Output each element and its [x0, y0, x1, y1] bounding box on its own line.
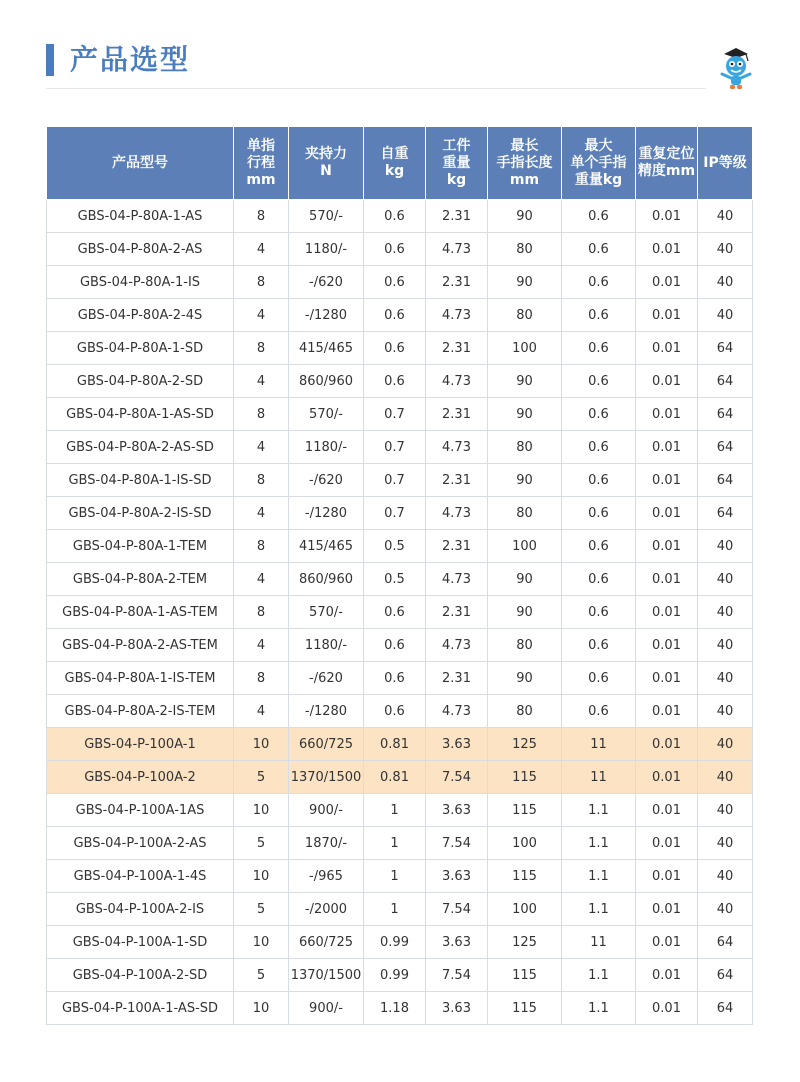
value-cell: 0.01 [636, 530, 698, 563]
value-cell: 0.7 [364, 464, 426, 497]
value-cell: 40 [698, 794, 753, 827]
column-header-line: 手指长度 [496, 154, 553, 171]
model-cell: GBS-04-P-80A-1-AS [47, 200, 234, 233]
value-cell: 80 [488, 431, 562, 464]
table-row [47, 332, 753, 365]
column-header-line: 最大 [584, 137, 613, 154]
model-cell: GBS-04-P-80A-1-TEM [47, 530, 234, 563]
value-cell: 40 [698, 695, 753, 728]
value-cell: 40 [698, 266, 753, 299]
value-cell: 115 [488, 794, 562, 827]
table-row [47, 563, 753, 596]
model-cell: GBS-04-P-100A-1 [47, 728, 234, 761]
column-header-line: 重复定位 [638, 146, 695, 162]
value-cell: 100 [488, 827, 562, 860]
model-cell: GBS-04-P-80A-1-AS-SD [47, 398, 234, 431]
column-header [234, 127, 289, 200]
value-cell: -/1280 [289, 299, 364, 332]
value-cell: 0.7 [364, 431, 426, 464]
value-cell: 1180/- [289, 431, 364, 464]
value-cell: 4.73 [426, 629, 488, 662]
value-cell: 10 [234, 860, 289, 893]
value-cell: -/620 [289, 662, 364, 695]
value-cell: 115 [488, 959, 562, 992]
value-cell: 7.54 [426, 893, 488, 926]
column-header-line: 自重 [380, 146, 409, 162]
model-cell: GBS-04-P-100A-1-SD [47, 926, 234, 959]
value-cell: 2.31 [426, 530, 488, 563]
value-cell: 40 [698, 233, 753, 266]
column-header-line: 单指 [247, 137, 275, 154]
value-cell: 80 [488, 497, 562, 530]
value-cell: 0.01 [636, 926, 698, 959]
table-row [47, 299, 753, 332]
value-cell: 8 [234, 464, 289, 497]
value-cell: 0.6 [364, 332, 426, 365]
model-cell: GBS-04-P-80A-1-IS [47, 266, 234, 299]
model-cell: GBS-04-P-100A-1-4S [47, 860, 234, 893]
value-cell: 8 [234, 662, 289, 695]
value-cell: 1.1 [562, 959, 636, 992]
value-cell: 100 [488, 530, 562, 563]
value-cell: 2.31 [426, 596, 488, 629]
value-cell: 40 [698, 761, 753, 794]
column-header-line: IP等级 [703, 154, 747, 171]
value-cell: 0.6 [562, 662, 636, 695]
value-cell: 660/725 [289, 728, 364, 761]
value-cell: 4.73 [426, 563, 488, 596]
model-cell: GBS-04-P-80A-2-AS-TEM [47, 629, 234, 662]
value-cell: 4.73 [426, 365, 488, 398]
value-cell: 1.18 [364, 992, 426, 1025]
model-cell: GBS-04-P-80A-1-IS-TEM [47, 662, 234, 695]
value-cell: 8 [234, 530, 289, 563]
value-cell: 4 [234, 563, 289, 596]
value-cell: 8 [234, 266, 289, 299]
table-row [47, 827, 753, 860]
value-cell: 4.73 [426, 431, 488, 464]
table-row [47, 662, 753, 695]
model-cell: GBS-04-P-80A-1-SD [47, 332, 234, 365]
value-cell: 4 [234, 695, 289, 728]
value-cell: 64 [698, 959, 753, 992]
title-divider [46, 88, 706, 89]
value-cell: 0.6 [364, 596, 426, 629]
value-cell: 40 [698, 860, 753, 893]
table-row [47, 233, 753, 266]
value-cell: 0.6 [562, 695, 636, 728]
value-cell: 90 [488, 365, 562, 398]
value-cell: 0.6 [562, 299, 636, 332]
table-row [47, 926, 753, 959]
value-cell: 0.81 [364, 761, 426, 794]
value-cell: 2.31 [426, 662, 488, 695]
value-cell: 0.6 [562, 398, 636, 431]
value-cell: 4.73 [426, 695, 488, 728]
value-cell: 10 [234, 728, 289, 761]
value-cell: 3.63 [426, 794, 488, 827]
value-cell: 0.01 [636, 959, 698, 992]
value-cell: 64 [698, 464, 753, 497]
model-cell: GBS-04-P-100A-2 [47, 761, 234, 794]
value-cell: 0.7 [364, 497, 426, 530]
value-cell: 1 [364, 827, 426, 860]
value-cell: 80 [488, 629, 562, 662]
value-cell: 0.6 [562, 563, 636, 596]
table-row [47, 728, 753, 761]
value-cell: 40 [698, 596, 753, 629]
value-cell: 40 [698, 662, 753, 695]
model-cell: GBS-04-P-80A-2-AS [47, 233, 234, 266]
value-cell: 0.6 [562, 365, 636, 398]
value-cell: 2.31 [426, 398, 488, 431]
column-header [562, 127, 636, 200]
table-row [47, 893, 753, 926]
table-row [47, 794, 753, 827]
column-header-line: 重量kg [574, 171, 623, 188]
value-cell: 40 [698, 563, 753, 596]
value-cell: 1370/1500 [289, 761, 364, 794]
value-cell: 40 [698, 299, 753, 332]
value-cell: 8 [234, 596, 289, 629]
value-cell: 860/960 [289, 563, 364, 596]
table-row [47, 959, 753, 992]
model-cell: GBS-04-P-80A-2-TEM [47, 563, 234, 596]
value-cell: 1 [364, 794, 426, 827]
value-cell: 0.01 [636, 563, 698, 596]
value-cell: 3.63 [426, 992, 488, 1025]
value-cell: 11 [562, 926, 636, 959]
value-cell: 40 [698, 629, 753, 662]
value-cell: -/1280 [289, 497, 364, 530]
column-header-line: kg [446, 171, 467, 188]
value-cell: 10 [234, 926, 289, 959]
value-cell: 7.54 [426, 959, 488, 992]
value-cell: 2.31 [426, 200, 488, 233]
table-row [47, 860, 753, 893]
value-cell: 7.54 [426, 761, 488, 794]
column-header [47, 127, 234, 200]
value-cell: 0.01 [636, 596, 698, 629]
model-cell: GBS-04-P-100A-2-AS [47, 827, 234, 860]
model-cell: GBS-04-P-100A-1AS [47, 794, 234, 827]
value-cell: 90 [488, 266, 562, 299]
value-cell: 0.6 [364, 662, 426, 695]
title-accent-bar [46, 44, 54, 76]
column-header-line: 工件 [442, 137, 471, 154]
value-cell: 0.01 [636, 365, 698, 398]
value-cell: 40 [698, 200, 753, 233]
value-cell: 1.1 [562, 893, 636, 926]
value-cell: 90 [488, 596, 562, 629]
value-cell: 115 [488, 860, 562, 893]
value-cell: 0.01 [636, 662, 698, 695]
robot-mascot-icon [712, 44, 760, 92]
column-header [488, 127, 562, 200]
value-cell: 0.5 [364, 563, 426, 596]
table-row [47, 398, 753, 431]
value-cell: 0.6 [562, 497, 636, 530]
model-cell: GBS-04-P-100A-2-SD [47, 959, 234, 992]
column-header [426, 127, 488, 200]
value-cell: 1 [364, 893, 426, 926]
value-cell: 0.5 [364, 530, 426, 563]
value-cell: 0.6 [562, 200, 636, 233]
column-header [289, 127, 364, 200]
value-cell: 2.31 [426, 332, 488, 365]
value-cell: 860/960 [289, 365, 364, 398]
value-cell: 0.6 [364, 233, 426, 266]
model-cell: GBS-04-P-80A-1-IS-SD [47, 464, 234, 497]
value-cell: 0.99 [364, 959, 426, 992]
value-cell: 0.6 [562, 266, 636, 299]
table-row [47, 530, 753, 563]
value-cell: 4.73 [426, 299, 488, 332]
value-cell: 100 [488, 893, 562, 926]
value-cell: -/620 [289, 266, 364, 299]
table-row [47, 200, 753, 233]
value-cell: 1.1 [562, 860, 636, 893]
value-cell: 100 [488, 332, 562, 365]
value-cell: 8 [234, 332, 289, 365]
table-row [47, 497, 753, 530]
value-cell: 0.01 [636, 233, 698, 266]
value-cell: 11 [562, 728, 636, 761]
value-cell: 0.01 [636, 629, 698, 662]
column-header [636, 127, 698, 200]
value-cell: -/620 [289, 464, 364, 497]
value-cell: 1870/- [289, 827, 364, 860]
column-header-line: 夹持力 [305, 146, 347, 162]
value-cell: 0.6 [364, 299, 426, 332]
value-cell: 4.73 [426, 497, 488, 530]
value-cell: 0.01 [636, 827, 698, 860]
value-cell: 64 [698, 497, 753, 530]
value-cell: 0.01 [636, 497, 698, 530]
column-header [364, 127, 426, 200]
value-cell: 64 [698, 398, 753, 431]
model-cell: GBS-04-P-80A-2-AS-SD [47, 431, 234, 464]
value-cell: 4.73 [426, 233, 488, 266]
value-cell: 125 [488, 926, 562, 959]
table-header-row [47, 127, 753, 200]
value-cell: 0.7 [364, 398, 426, 431]
value-cell: 40 [698, 728, 753, 761]
value-cell: 40 [698, 827, 753, 860]
value-cell: 125 [488, 728, 562, 761]
table-row [47, 629, 753, 662]
table-row [47, 992, 753, 1025]
value-cell: 0.6 [562, 431, 636, 464]
column-header-line: 行程 [247, 154, 275, 171]
table-row [47, 596, 753, 629]
value-cell: 0.99 [364, 926, 426, 959]
column-header [698, 127, 753, 200]
value-cell: 90 [488, 563, 562, 596]
value-cell: 1 [364, 860, 426, 893]
value-cell: 64 [698, 431, 753, 464]
column-header-line: 精度mm [637, 163, 696, 179]
value-cell: 0.01 [636, 398, 698, 431]
value-cell: 115 [488, 761, 562, 794]
value-cell: 0.6 [562, 629, 636, 662]
value-cell: 11 [562, 761, 636, 794]
column-header-line: kg [384, 163, 405, 179]
value-cell: 90 [488, 200, 562, 233]
column-header-line: 单个手指 [570, 154, 627, 171]
value-cell: -/2000 [289, 893, 364, 926]
value-cell: 80 [488, 299, 562, 332]
value-cell: 1.1 [562, 992, 636, 1025]
value-cell: 570/- [289, 398, 364, 431]
value-cell: 8 [234, 398, 289, 431]
value-cell: 4 [234, 365, 289, 398]
value-cell: 0.6 [364, 365, 426, 398]
model-cell: GBS-04-P-80A-2-4S [47, 299, 234, 332]
value-cell: 4 [234, 299, 289, 332]
value-cell: 64 [698, 332, 753, 365]
value-cell: 0.01 [636, 728, 698, 761]
model-cell: GBS-04-P-100A-1-AS-SD [47, 992, 234, 1025]
value-cell: 5 [234, 827, 289, 860]
value-cell: 0.01 [636, 266, 698, 299]
value-cell: 115 [488, 992, 562, 1025]
value-cell: 8 [234, 200, 289, 233]
model-cell: GBS-04-P-80A-1-AS-TEM [47, 596, 234, 629]
value-cell: 90 [488, 662, 562, 695]
value-cell: 5 [234, 959, 289, 992]
value-cell: 90 [488, 398, 562, 431]
value-cell: 2.31 [426, 464, 488, 497]
value-cell: 0.6 [364, 266, 426, 299]
value-cell: 1180/- [289, 629, 364, 662]
value-cell: 5 [234, 761, 289, 794]
value-cell: -/1280 [289, 695, 364, 728]
column-header-line: 产品型号 [112, 154, 168, 171]
model-cell: GBS-04-P-80A-2-SD [47, 365, 234, 398]
value-cell: 570/- [289, 596, 364, 629]
table-row [47, 431, 753, 464]
value-cell: 0.01 [636, 794, 698, 827]
value-cell: 0.01 [636, 761, 698, 794]
model-cell: GBS-04-P-80A-2-IS-TEM [47, 695, 234, 728]
value-cell: 900/- [289, 794, 364, 827]
table-row [47, 464, 753, 497]
value-cell: 0.01 [636, 200, 698, 233]
value-cell: 1180/- [289, 233, 364, 266]
column-header-line: mm [246, 171, 276, 188]
value-cell: 0.81 [364, 728, 426, 761]
value-cell: 415/465 [289, 332, 364, 365]
value-cell: 0.01 [636, 431, 698, 464]
value-cell: 0.01 [636, 299, 698, 332]
table-row [47, 695, 753, 728]
value-cell: 10 [234, 992, 289, 1025]
value-cell: 570/- [289, 200, 364, 233]
value-cell: 0.6 [562, 233, 636, 266]
column-header-line: N [320, 163, 332, 179]
product-selection-table [46, 126, 753, 1025]
value-cell: 4 [234, 431, 289, 464]
value-cell: 0.6 [364, 695, 426, 728]
value-cell: 5 [234, 893, 289, 926]
value-cell: 1.1 [562, 794, 636, 827]
value-cell: 0.6 [562, 464, 636, 497]
value-cell: 0.01 [636, 695, 698, 728]
value-cell: 4 [234, 629, 289, 662]
value-cell: 0.6 [562, 332, 636, 365]
value-cell: 64 [698, 992, 753, 1025]
value-cell: 0.01 [636, 332, 698, 365]
value-cell: 900/- [289, 992, 364, 1025]
value-cell: 0.01 [636, 860, 698, 893]
value-cell: 64 [698, 926, 753, 959]
page-title: 产品选型 [70, 43, 191, 76]
value-cell: 40 [698, 530, 753, 563]
value-cell: 0.01 [636, 992, 698, 1025]
value-cell: 3.63 [426, 926, 488, 959]
table-row [47, 761, 753, 794]
model-cell: GBS-04-P-80A-2-IS-SD [47, 497, 234, 530]
column-header-line: 重量 [442, 154, 471, 171]
value-cell: 3.63 [426, 728, 488, 761]
value-cell: 0.6 [562, 596, 636, 629]
value-cell: -/965 [289, 860, 364, 893]
value-cell: 0.01 [636, 464, 698, 497]
value-cell: 90 [488, 464, 562, 497]
value-cell: 7.54 [426, 827, 488, 860]
value-cell: 2.31 [426, 266, 488, 299]
value-cell: 1.1 [562, 827, 636, 860]
value-cell: 4 [234, 233, 289, 266]
column-header-line: mm [509, 171, 540, 188]
value-cell: 0.6 [364, 629, 426, 662]
value-cell: 80 [488, 233, 562, 266]
value-cell: 80 [488, 695, 562, 728]
value-cell: 660/725 [289, 926, 364, 959]
value-cell: 0.6 [562, 530, 636, 563]
value-cell: 4 [234, 497, 289, 530]
value-cell: 10 [234, 794, 289, 827]
column-header-line: 最长 [510, 137, 539, 154]
model-cell: GBS-04-P-100A-2-IS [47, 893, 234, 926]
table-row [47, 266, 753, 299]
value-cell: 415/465 [289, 530, 364, 563]
value-cell: 0.01 [636, 893, 698, 926]
value-cell: 40 [698, 893, 753, 926]
table-row [47, 365, 753, 398]
value-cell: 64 [698, 365, 753, 398]
value-cell: 0.6 [364, 200, 426, 233]
value-cell: 1370/1500 [289, 959, 364, 992]
value-cell: 3.63 [426, 860, 488, 893]
